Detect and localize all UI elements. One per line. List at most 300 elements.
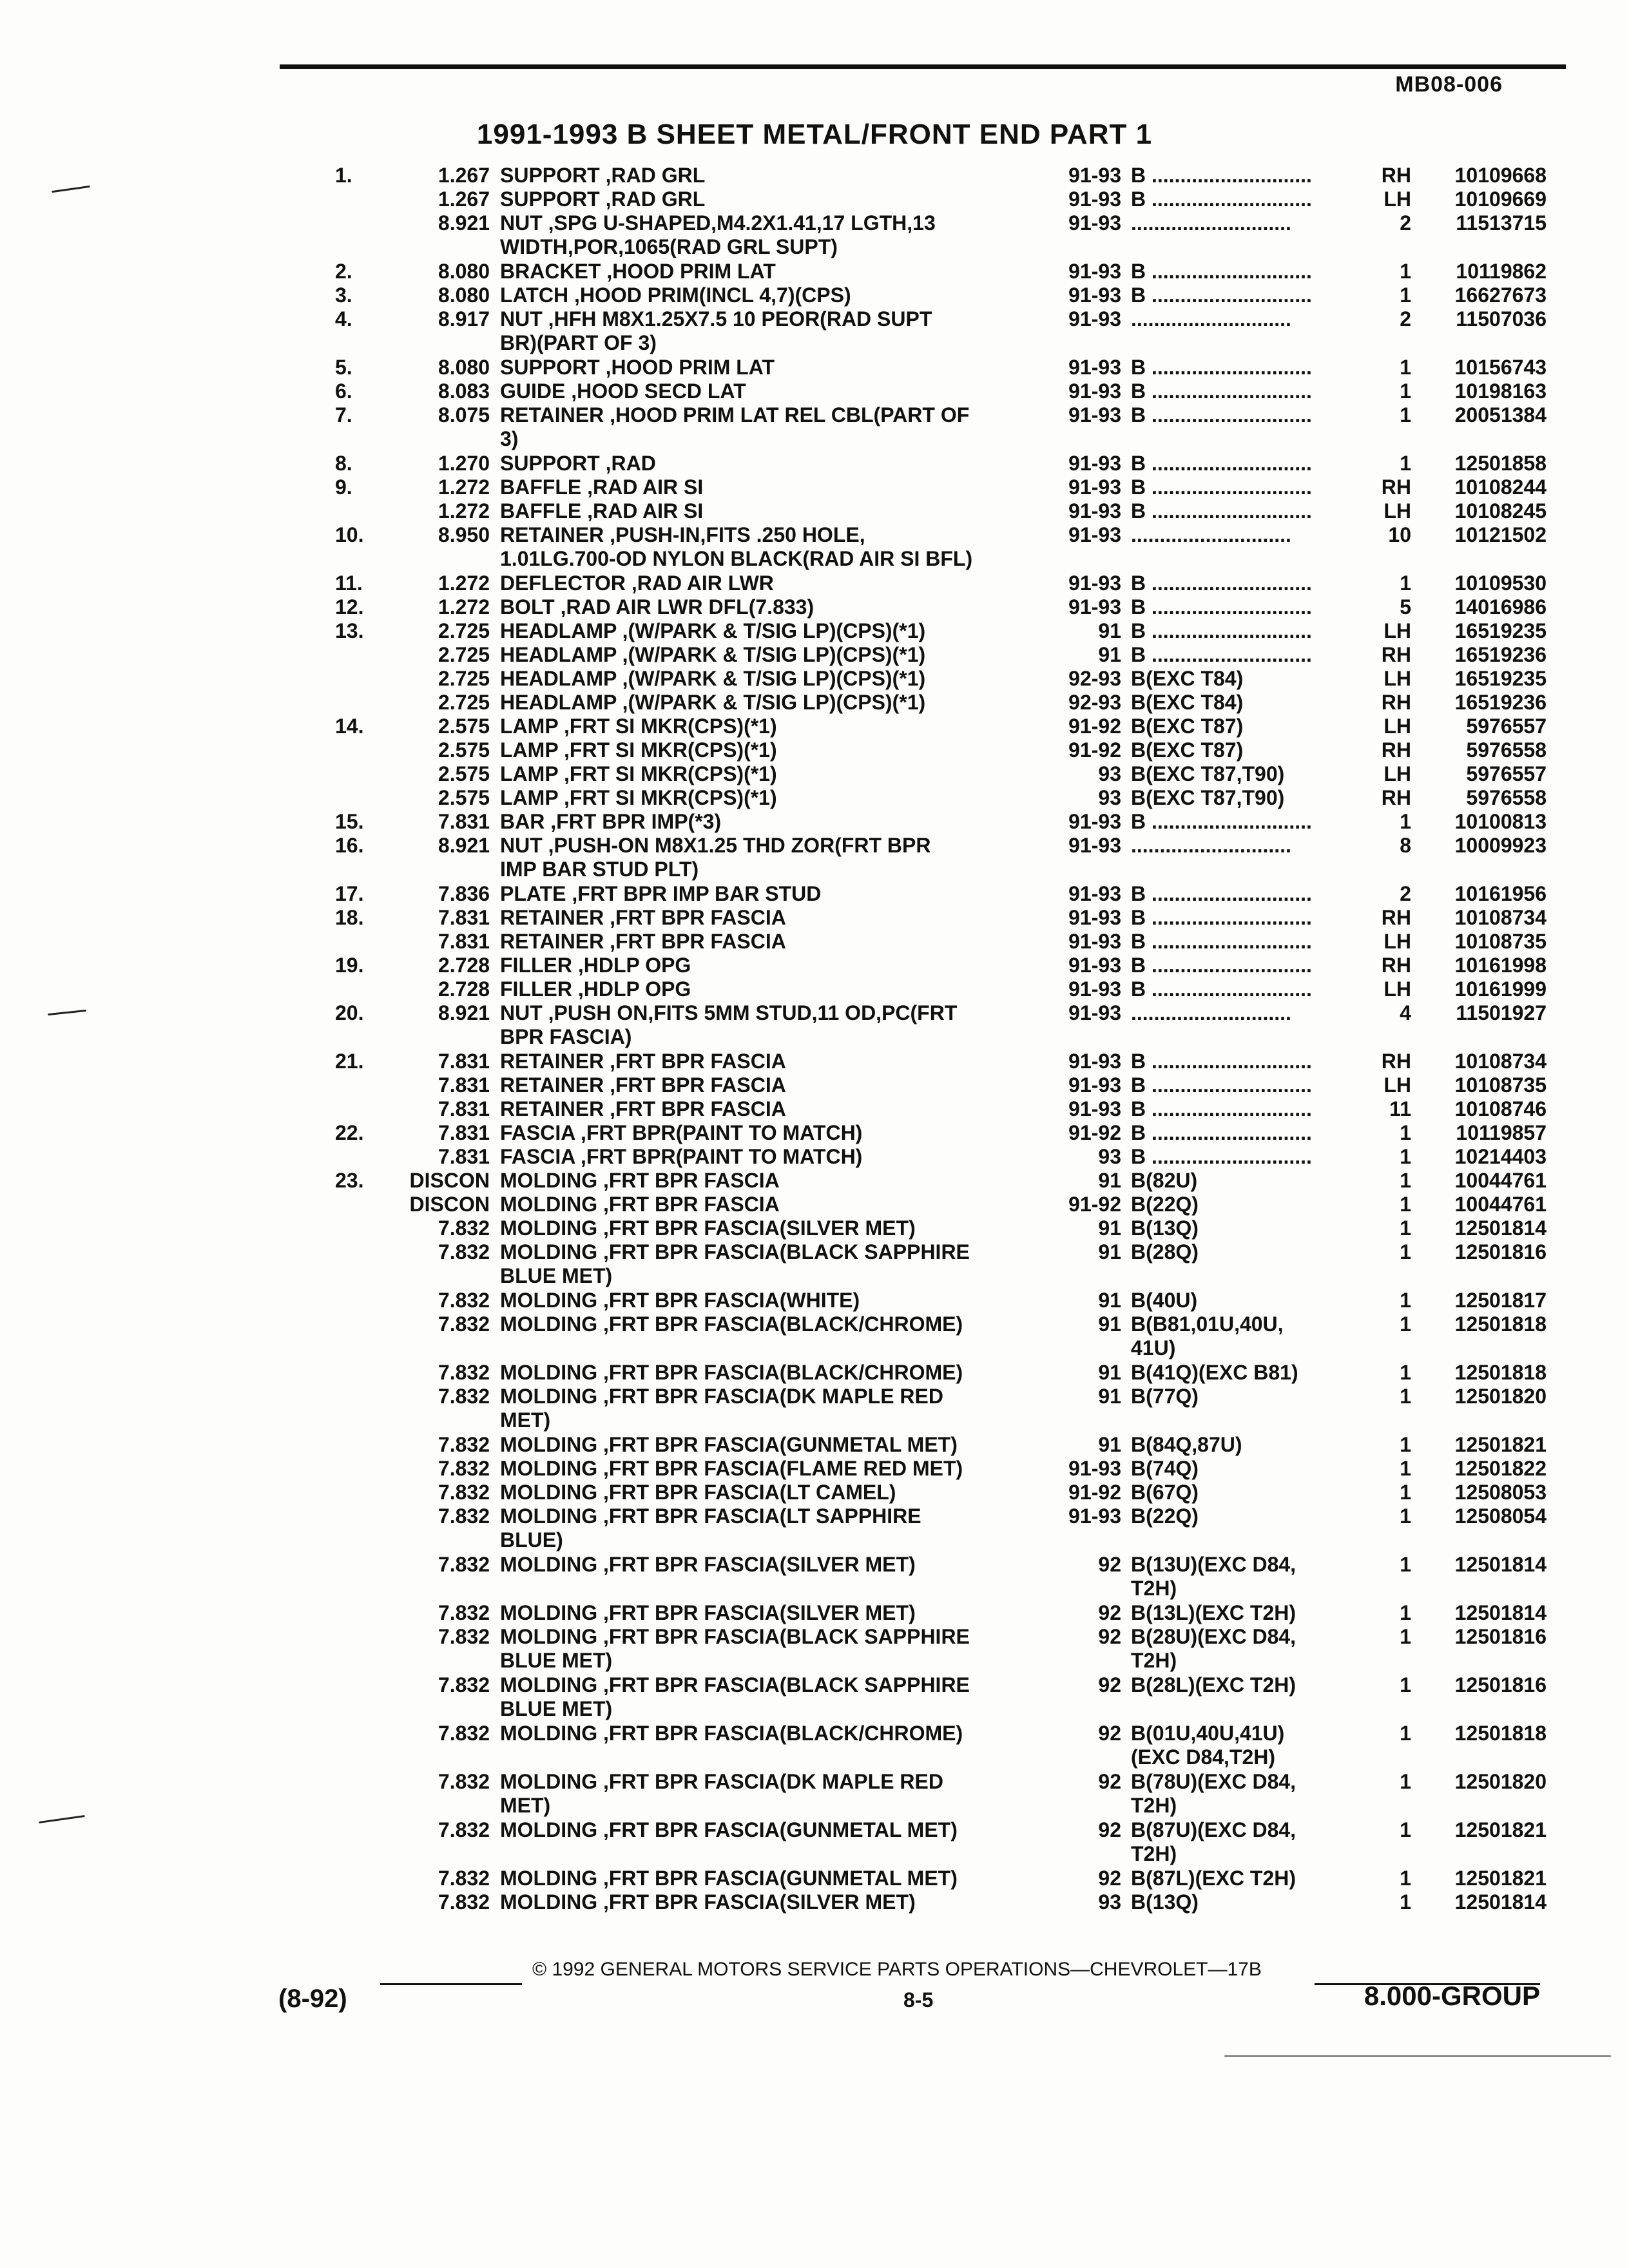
part-number: 10161956 — [1454, 882, 1547, 905]
part-number: 10108735 — [1454, 930, 1547, 953]
item-number: 19. — [335, 954, 364, 977]
part-description — [500, 211, 1048, 259]
leader-dots: ............................ — [1131, 307, 1291, 331]
model-years: 91-93 — [1068, 380, 1121, 403]
item-number: 21. — [335, 1050, 364, 1073]
group-code: 8.083 — [438, 380, 490, 403]
part-number: 12501820 — [1454, 1385, 1547, 1408]
part-description-continued: BLUE MET) — [500, 1697, 613, 1720]
model-years: 91-93 — [1068, 595, 1121, 619]
quantity: 1 — [1400, 284, 1411, 307]
group-code: 2.728 — [438, 977, 490, 1001]
table-row — [0, 1050, 1629, 1073]
application — [1131, 667, 1344, 691]
application-line: B(78U)(EXC D84, — [1131, 1770, 1296, 1793]
group-code: 7.831 — [438, 1073, 490, 1097]
part-description — [500, 1169, 1048, 1193]
application — [1131, 954, 1344, 977]
part-number: 12501816 — [1454, 1240, 1547, 1264]
part-description-line: MOLDING ,FRT BPR FASCIA(GUNMETAL MET) — [500, 1818, 958, 1841]
table-row — [0, 882, 1629, 906]
application-line: B — [1131, 452, 1146, 475]
application-continued: (EXC D84,T2H) — [1131, 1745, 1276, 1769]
part-description-continued: BPR FASCIA) — [500, 1025, 632, 1048]
model-years: 91-93 — [1068, 1097, 1121, 1120]
application-line: B(40U) — [1131, 1289, 1198, 1312]
application — [1131, 403, 1344, 427]
quantity: 8 — [1400, 834, 1411, 857]
part-description-continued: BR)(PART OF 3) — [500, 331, 657, 354]
table-row — [0, 1361, 1629, 1385]
quantity: 1 — [1400, 1361, 1411, 1384]
part-number: 12501814 — [1454, 1601, 1547, 1624]
item-number: 13. — [335, 619, 364, 642]
part-number: 12501817 — [1454, 1289, 1547, 1312]
part-description — [500, 1001, 1048, 1049]
leader-dots: ............................ — [1146, 187, 1312, 211]
application-line: B — [1131, 1050, 1146, 1073]
part-description-continued: WIDTH,POR,1065(RAD GRL SUPT) — [500, 235, 838, 258]
part-number: 14016986 — [1454, 595, 1547, 619]
quantity: 1 — [1400, 1145, 1411, 1168]
group-code: 8.075 — [438, 403, 490, 427]
part-description-line: RETAINER ,FRT BPR FASCIA — [500, 906, 786, 929]
quantity: LH — [1383, 930, 1411, 953]
part-description — [500, 1770, 1048, 1818]
group-code: 1.272 — [438, 476, 490, 499]
item-number: 17. — [335, 882, 364, 905]
application-line: B(28L)(EXC T2H) — [1131, 1673, 1296, 1696]
part-description-line: RETAINER ,FRT BPR FASCIA — [500, 1097, 786, 1120]
part-description-line: MOLDING ,FRT BPR FASCIA(SILVER MET) — [500, 1890, 916, 1914]
model-years: 91-93 — [1068, 572, 1121, 595]
part-description-line: RETAINER ,FRT BPR FASCIA — [500, 930, 786, 953]
part-description-line: SUPPORT ,RAD GRL — [500, 164, 706, 187]
application-line: B — [1131, 164, 1146, 187]
part-number: 12508054 — [1454, 1504, 1547, 1528]
table-row — [0, 1457, 1629, 1481]
part-number: 12501858 — [1454, 452, 1547, 475]
part-number: 16519235 — [1454, 667, 1547, 690]
application-line: B — [1131, 380, 1146, 403]
part-number: 10100813 — [1454, 810, 1547, 833]
part-description — [500, 164, 1048, 187]
group-code: 7.832 — [438, 1601, 490, 1624]
quantity: RH — [1381, 643, 1411, 666]
item-number: 11. — [335, 572, 363, 595]
group-code: 7.832 — [438, 1890, 490, 1914]
group-code: 7.831 — [438, 1050, 490, 1073]
part-number: 10108734 — [1454, 1050, 1547, 1073]
model-years: 91-93 — [1068, 187, 1121, 211]
group-code: 1.272 — [438, 499, 490, 523]
table-row — [0, 1097, 1629, 1121]
application-line: B(22Q) — [1131, 1504, 1199, 1528]
part-number: 10044761 — [1454, 1169, 1547, 1192]
leader-dots: ............................ — [1131, 211, 1291, 235]
application-line: B — [1131, 187, 1146, 211]
table-row — [0, 1289, 1629, 1312]
part-description-line: MOLDING ,FRT BPR FASCIA(LT SAPPHIRE — [500, 1504, 921, 1528]
part-description-line: NUT ,PUSH-ON M8X1.25 THD ZOR(FRT BPR — [500, 834, 931, 857]
part-description-line: MOLDING ,FRT BPR FASCIA(BLACK/CHROME) — [500, 1722, 963, 1745]
part-number: 10009923 — [1454, 834, 1547, 857]
part-number: 5976557 — [1466, 715, 1547, 738]
part-description — [500, 1504, 1048, 1552]
leader-dots: ............................ — [1146, 452, 1312, 475]
model-years: 91 — [1098, 1216, 1121, 1240]
table-row — [0, 356, 1629, 380]
group-code: DISCON — [409, 1169, 490, 1192]
quantity: RH — [1381, 1050, 1411, 1073]
part-description-line: FILLER ,HDLP OPG — [500, 977, 691, 1001]
application-line: B — [1131, 810, 1146, 833]
group-code: 7.832 — [438, 1240, 490, 1264]
group-code: 2.575 — [438, 738, 490, 762]
group-code: 7.831 — [438, 1121, 490, 1144]
part-number: 10161998 — [1454, 954, 1547, 977]
item-number: 14. — [335, 715, 364, 738]
part-description — [500, 762, 1048, 786]
part-description — [500, 954, 1048, 977]
model-years: 91-93 — [1068, 1073, 1121, 1097]
item-number: 15. — [335, 810, 364, 833]
application-line: B — [1131, 403, 1146, 427]
application-line: B(77Q) — [1131, 1385, 1199, 1408]
group-code: DISCON — [409, 1193, 490, 1216]
part-description-line: SUPPORT ,HOOD PRIM LAT — [500, 356, 775, 379]
part-description — [500, 715, 1048, 738]
application-line: B — [1131, 260, 1146, 283]
quantity: 1 — [1400, 1169, 1411, 1192]
group-code: 7.832 — [438, 1770, 490, 1793]
part-description — [500, 307, 1048, 355]
leader-dots: ............................ — [1146, 954, 1312, 977]
table-row — [0, 452, 1629, 476]
quantity: 1 — [1400, 1553, 1411, 1576]
part-description-line: MOLDING ,FRT BPR FASCIA(WHITE) — [500, 1289, 860, 1312]
part-description-line: MOLDING ,FRT BPR FASCIA(DK MAPLE RED — [500, 1770, 943, 1793]
model-years: 91-92 — [1068, 1193, 1121, 1216]
table-row — [0, 523, 1629, 572]
table-row — [0, 595, 1629, 619]
item-number: 12. — [335, 595, 364, 619]
quantity: 2 — [1400, 211, 1411, 235]
part-description-line: HEADLAMP ,(W/PARK & T/SIG LP)(CPS)(*1) — [500, 691, 926, 714]
application-continued: T2H) — [1131, 1794, 1177, 1817]
quantity: RH — [1381, 906, 1411, 929]
group-code: 7.831 — [438, 1097, 490, 1120]
part-description-continued: MET) — [500, 1408, 551, 1432]
model-years: 91-93 — [1068, 834, 1121, 857]
part-description-line: MOLDING ,FRT BPR FASCIA(BLACK SAPPHIRE — [500, 1240, 970, 1264]
model-years: 91-93 — [1068, 930, 1121, 953]
quantity: 2 — [1400, 882, 1411, 905]
application — [1131, 380, 1344, 403]
model-years: 91-93 — [1068, 954, 1121, 977]
table-row — [0, 187, 1629, 211]
group-code: 7.832 — [438, 1216, 490, 1240]
part-number: 20051384 — [1454, 403, 1547, 427]
application — [1131, 1433, 1344, 1457]
quantity: 1 — [1400, 260, 1411, 283]
part-description — [500, 1457, 1048, 1481]
leader-dots: ............................ — [1146, 164, 1312, 187]
part-description — [500, 834, 1048, 881]
quantity: LH — [1383, 499, 1411, 523]
application — [1131, 1240, 1344, 1264]
group-code: 7.831 — [438, 810, 490, 833]
part-description-continued: 1.01LG.700-OD NYLON BLACK(RAD AIR SI BFL) — [500, 547, 973, 570]
quantity: LH — [1383, 187, 1411, 211]
table-row — [0, 211, 1629, 260]
group-code: 8.080 — [438, 284, 490, 307]
application-continued: T2H) — [1131, 1577, 1177, 1600]
model-years: 91-93 — [1068, 882, 1121, 905]
part-description-continued: IMP BAR STUD PLT) — [500, 858, 699, 881]
table-row — [0, 810, 1629, 834]
table-row — [0, 954, 1629, 977]
application — [1131, 1073, 1344, 1097]
item-number: 2. — [335, 260, 352, 283]
part-description-continued: BLUE MET) — [500, 1649, 613, 1672]
parts-table — [0, 164, 1629, 1914]
part-description — [500, 1216, 1048, 1240]
footer-date: (8-92) — [278, 1984, 347, 2013]
part-number: 12508053 — [1454, 1481, 1547, 1504]
application-line: B(EXC T87) — [1131, 715, 1244, 738]
part-number: 12501814 — [1454, 1890, 1547, 1914]
leader-dots: ............................ — [1146, 403, 1312, 427]
footer-rule-left — [380, 1983, 522, 1985]
quantity: LH — [1383, 667, 1411, 690]
group-code: 7.832 — [438, 1867, 490, 1890]
table-row — [0, 1553, 1629, 1601]
item-number: 18. — [335, 906, 364, 929]
model-years: 92 — [1098, 1818, 1121, 1841]
part-description-continued: BLUE) — [500, 1528, 563, 1552]
model-years: 91-93 — [1068, 1457, 1121, 1480]
group-code: 1.272 — [438, 595, 490, 619]
model-years: 91 — [1098, 1240, 1121, 1264]
application-line: B — [1131, 954, 1146, 977]
part-description-line: MOLDING ,FRT BPR FASCIA(FLAME RED MET) — [500, 1457, 963, 1480]
group-code: 7.832 — [438, 1504, 490, 1528]
leader-dots: ............................ — [1146, 1121, 1312, 1144]
item-number: 5. — [335, 356, 352, 379]
margin-mark — [1224, 2055, 1611, 2057]
leader-dots: ............................ — [1131, 1001, 1291, 1024]
application-line: B(28Q) — [1131, 1240, 1199, 1264]
model-years: 91 — [1098, 1433, 1121, 1456]
part-number: 16519236 — [1454, 643, 1547, 666]
group-code: 2.725 — [438, 691, 490, 714]
group-code: 2.728 — [438, 954, 490, 977]
application — [1131, 882, 1344, 906]
model-years: 91-93 — [1068, 260, 1121, 283]
application-line: B — [1131, 1073, 1146, 1097]
application — [1131, 1289, 1344, 1312]
footer-page-number: 8-5 — [903, 1988, 934, 2012]
model-years: 91-93 — [1068, 403, 1121, 427]
quantity: LH — [1383, 977, 1411, 1001]
quantity: 1 — [1400, 1601, 1411, 1624]
group-code: 7.832 — [438, 1312, 490, 1336]
table-row — [0, 1601, 1629, 1625]
leader-dots: ............................ — [1146, 1073, 1312, 1097]
model-years: 92 — [1098, 1553, 1121, 1576]
table-row — [0, 762, 1629, 786]
quantity: 10 — [1388, 523, 1411, 546]
application-line: B(EXC T84) — [1131, 667, 1244, 690]
part-number: 10156743 — [1454, 356, 1547, 379]
page-title: 1991-1993 B SHEET METAL/FRONT END PART 1 — [476, 119, 1153, 150]
part-description-line: MOLDING ,FRT BPR FASCIA — [500, 1193, 780, 1216]
application — [1131, 572, 1344, 595]
quantity: LH — [1383, 715, 1411, 738]
item-number: 4. — [335, 307, 352, 331]
model-years: 91-93 — [1068, 211, 1121, 235]
application-line: B — [1131, 906, 1146, 929]
group-code: 7.832 — [438, 1481, 490, 1504]
model-years: 92 — [1098, 1601, 1121, 1624]
application — [1131, 476, 1344, 499]
leader-dots: ............................ — [1146, 499, 1312, 523]
table-row — [0, 380, 1629, 403]
application-line: B(87L)(EXC T2H) — [1131, 1867, 1296, 1890]
table-row — [0, 1145, 1629, 1169]
part-description — [500, 572, 1048, 595]
model-years: 91-93 — [1068, 476, 1121, 499]
part-number: 11501927 — [1456, 1001, 1547, 1024]
part-description-line: MOLDING ,FRT BPR FASCIA(SILVER MET) — [500, 1216, 916, 1240]
leader-dots: ............................ — [1131, 834, 1291, 857]
quantity: 1 — [1400, 356, 1411, 379]
part-description — [500, 1193, 1048, 1216]
table-row — [0, 1481, 1629, 1504]
part-number: 10109530 — [1454, 572, 1547, 595]
model-years: 92 — [1098, 1625, 1121, 1648]
quantity: 1 — [1400, 1770, 1411, 1793]
application — [1131, 284, 1344, 307]
part-description-line: HEADLAMP ,(W/PARK & T/SIG LP)(CPS)(*1) — [500, 619, 926, 642]
part-number: 12501818 — [1454, 1722, 1547, 1745]
leader-dots: ............................ — [1146, 930, 1312, 953]
group-code: 2.725 — [438, 643, 490, 666]
model-years: 91 — [1098, 619, 1121, 642]
quantity: LH — [1383, 619, 1411, 642]
part-number: 12501816 — [1454, 1673, 1547, 1696]
application — [1131, 1361, 1344, 1385]
application — [1131, 187, 1344, 211]
part-number: 12501821 — [1454, 1818, 1547, 1841]
part-description — [500, 1073, 1048, 1097]
part-description-line: MOLDING ,FRT BPR FASCIA(BLACK/CHROME) — [500, 1312, 963, 1336]
table-row — [0, 1193, 1629, 1216]
application-line: B — [1131, 1121, 1146, 1144]
leader-dots: ............................ — [1146, 977, 1312, 1001]
part-description — [500, 452, 1048, 476]
application-continued: 41U) — [1131, 1336, 1176, 1360]
part-number: 12501818 — [1454, 1361, 1547, 1384]
application — [1131, 906, 1344, 930]
application-line: B(B81,01U,40U, — [1131, 1312, 1284, 1336]
footer-group: 8.000-GROUP — [1364, 1981, 1540, 2011]
application-line: B(EXC T87,T90) — [1131, 786, 1285, 809]
quantity: RH — [1381, 164, 1411, 187]
item-number: 3. — [335, 284, 352, 307]
table-row — [0, 715, 1629, 738]
table-row — [0, 1240, 1629, 1289]
group-code: 2.575 — [438, 762, 490, 785]
group-code: 1.272 — [438, 572, 490, 595]
part-number: 10214403 — [1454, 1145, 1547, 1168]
application — [1131, 834, 1344, 858]
application — [1131, 930, 1344, 954]
part-description-line: BRACKET ,HOOD PRIM LAT — [500, 260, 776, 283]
model-years: 92 — [1098, 1722, 1121, 1745]
group-code: 7.832 — [438, 1818, 490, 1841]
table-row — [0, 906, 1629, 930]
part-description — [500, 356, 1048, 380]
leader-dots: ............................ — [1146, 1145, 1312, 1168]
part-description-line: MOLDING ,FRT BPR FASCIA(GUNMETAL MET) — [500, 1433, 958, 1456]
group-code: 8.921 — [438, 211, 490, 235]
model-years: 93 — [1098, 1145, 1121, 1168]
application-line: B(67Q) — [1131, 1481, 1199, 1504]
group-code: 7.832 — [438, 1385, 490, 1408]
part-description — [500, 1625, 1048, 1673]
part-description-line: MOLDING ,FRT BPR FASCIA(BLACK SAPPHIRE — [500, 1673, 970, 1696]
model-years: 91-93 — [1068, 307, 1121, 331]
part-number: 10108735 — [1454, 1073, 1547, 1097]
item-number: 16. — [335, 834, 364, 857]
group-code: 8.917 — [438, 307, 490, 331]
footer-copyright: © 1992 GENERAL MOTORS SERVICE PARTS OPERATIONS—CHEVROLET—17B — [532, 1959, 1262, 1980]
application — [1131, 643, 1344, 667]
application — [1131, 1673, 1344, 1697]
application — [1131, 307, 1344, 331]
part-description — [500, 260, 1048, 284]
part-description — [500, 882, 1048, 906]
application — [1131, 977, 1344, 1001]
quantity: RH — [1381, 691, 1411, 714]
model-years: 92-93 — [1068, 691, 1121, 714]
leader-dots: ............................ — [1146, 906, 1312, 929]
application-line: B — [1131, 1145, 1146, 1168]
model-years: 92-93 — [1068, 667, 1121, 690]
part-description-line: RETAINER ,PUSH-IN,FITS .250 HOLE, — [500, 523, 865, 546]
part-description-line: HEADLAMP ,(W/PARK & T/SIG LP)(CPS)(*1) — [500, 667, 926, 690]
part-description-line: RETAINER ,FRT BPR FASCIA — [500, 1050, 786, 1073]
application — [1131, 260, 1344, 284]
part-description-line: MOLDING ,FRT BPR FASCIA(DK MAPLE RED — [500, 1385, 943, 1408]
table-row — [0, 1169, 1629, 1193]
model-years: 92 — [1098, 1770, 1121, 1793]
part-description-line: PLATE ,FRT BPR IMP BAR STUD — [500, 882, 822, 905]
application-line: B(41Q)(EXC B81) — [1131, 1361, 1298, 1384]
leader-dots: ............................ — [1146, 882, 1312, 905]
group-code: 8.921 — [438, 834, 490, 857]
part-description-line: SUPPORT ,RAD GRL — [500, 187, 706, 211]
application — [1131, 1481, 1344, 1504]
table-row — [0, 691, 1629, 715]
application — [1131, 1216, 1344, 1240]
part-number: 10108244 — [1454, 476, 1547, 499]
application-line: B(13L)(EXC T2H) — [1131, 1601, 1296, 1624]
quantity: 1 — [1400, 810, 1411, 833]
application — [1131, 1312, 1344, 1360]
